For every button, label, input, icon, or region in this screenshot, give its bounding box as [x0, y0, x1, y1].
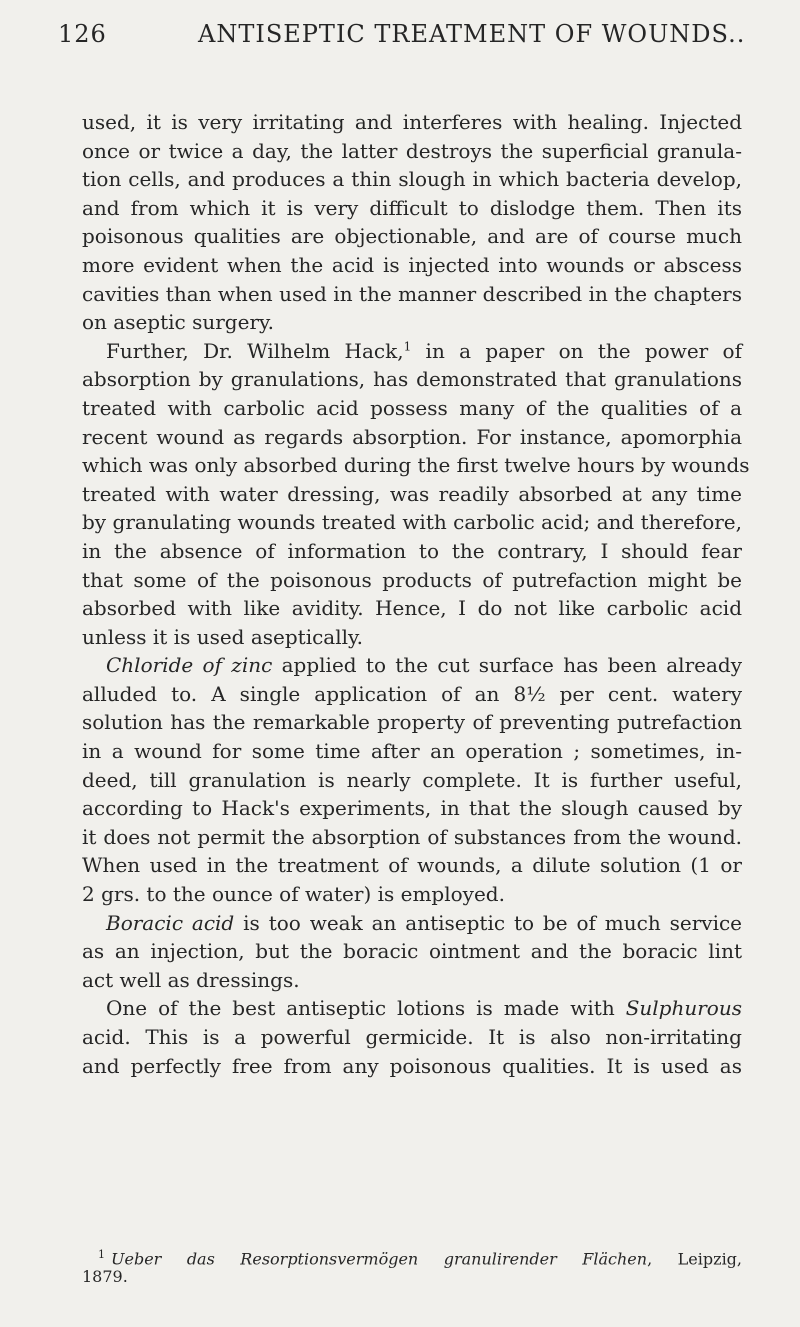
text-line [82, 909, 742, 938]
text-line: absorbed with like avidity. Hence, I do not like carbolic acid [82, 596, 742, 621]
text-line: on aseptic surgery. [82, 310, 275, 335]
paragraph-5 [82, 994, 742, 1080]
text-line: solution has the remarkable property of preventing putrefaction [82, 710, 742, 735]
text-line: poisonous qualities are objectionable, and are of course much [82, 224, 742, 249]
text-line: and from which it is very difficult to dislodge them. Then its [82, 195, 742, 220]
text-line: recent wound as regards absorption. For instance, apomorphia [82, 424, 742, 449]
page-number: 126 [58, 20, 107, 48]
text-line: cavities than when used in the manner described in the chapters [82, 281, 742, 306]
footnote-line [82, 1244, 743, 1269]
footnote-text: , Leipzig, [647, 1249, 743, 1269]
text-line: according to Hack's experiments, in that the slough caused by [82, 796, 742, 821]
text-line: absorption by granulations, has demonstrated that granulations [82, 367, 742, 392]
text-line: alluded to. A single application of an 8½ per cent. watery [82, 681, 742, 706]
text-line: by granulating wounds treated with carbolic acid; and therefore, [82, 510, 742, 535]
text-line: unless it is used aseptically. [82, 624, 364, 649]
text-line: in a wound for some time after an operation ; sometimes, in- [82, 739, 742, 764]
text-line: it does not permit the absorption of substances from the wound. [82, 824, 742, 849]
italic-term: Sulphurous [625, 996, 742, 1021]
text-line [82, 994, 742, 1023]
text-segment: Further, Dr. Wilhelm Hack, [106, 338, 404, 363]
paragraph-3 [82, 651, 742, 908]
footnote-title: Ueber das Resorptionsvermögen granulirender Flächen [111, 1249, 648, 1269]
text-line: which was only absorbed during the first twelve hours by wounds [82, 453, 750, 478]
italic-term: Boracic acid [106, 910, 235, 935]
body-text [82, 108, 750, 1080]
text-segment: acid. This is a powerful germicide. It is also non-irritating [82, 1025, 742, 1049]
text-line: 2 grs. to the ounce of water) is employed. [82, 882, 505, 907]
text-line: act well as dressings. [82, 967, 300, 992]
paragraph-2 [82, 337, 750, 652]
italic-term: Chloride of zinc [106, 653, 273, 678]
paragraph-4 [82, 909, 742, 995]
text-line: that some of the poisonous products of putrefaction might be [82, 567, 742, 592]
text-line: used, it is very irritating and interferes with healing. Injected [82, 110, 742, 134]
running-title: ANTISEPTIC TREATMENT OF WOUNDS.. [198, 20, 746, 48]
text-line [82, 1023, 742, 1052]
footnote-marker: 1 [98, 1248, 105, 1261]
text-line: in the absence of information to the contrary, I should fear [82, 538, 742, 563]
footnote-line: 1879. [82, 1267, 128, 1286]
text-line: treated with water dressing, was readily absorbed at any time [82, 481, 742, 506]
text-line-with-footnote-ref [82, 337, 742, 366]
text-line: treated with carbolic acid possess many of the qualities of a [82, 395, 742, 420]
text-line: once or twice a day, the latter destroys the superficial granula- [82, 138, 742, 163]
text-segment: is too weak an antiseptic to be of much service [234, 910, 743, 935]
text-line [82, 651, 742, 680]
text-line: tion cells, and produces a thin slough in which bacteria develop, [82, 167, 742, 192]
text-line: as an injection, but the boracic ointment and the boracic lint [82, 939, 742, 964]
paragraph-1 [82, 108, 742, 337]
footnote [82, 1244, 742, 1288]
text-line: When used in the treatment of wounds, a dilute solution (1 or [82, 853, 742, 878]
text-line: more evident when the acid is injected into wounds or abscess [82, 252, 742, 277]
running-head [58, 20, 758, 60]
text-segment: applied to the cut surface has been already [272, 653, 742, 678]
footnote-reference: 1 [403, 339, 412, 354]
text-segment: in a paper on the power of [411, 338, 742, 363]
text-segment: One of the best antiseptic lotions is made with [106, 996, 626, 1021]
text-line: deed, till granulation is nearly complete. It is further useful, [82, 767, 742, 792]
text-line: and perfectly free from any poisonous qualities. It is used as [82, 1053, 742, 1078]
